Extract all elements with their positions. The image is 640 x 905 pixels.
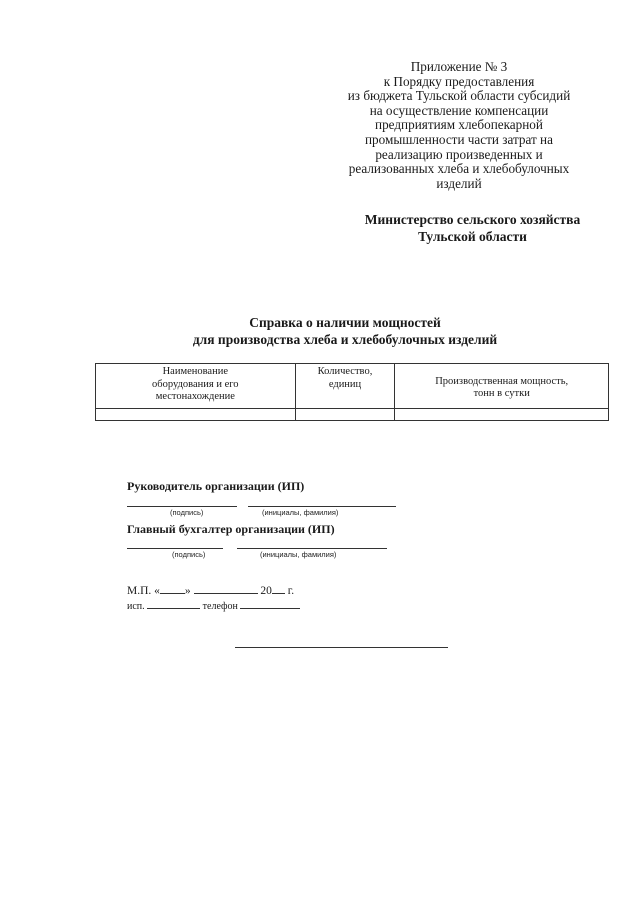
appendix-line: изделий [436, 175, 482, 191]
head-name-line[interactable] [248, 506, 396, 507]
table-header-row [96, 364, 609, 409]
table-row [96, 409, 609, 421]
table-cell[interactable] [395, 409, 609, 421]
year-field[interactable] [272, 583, 285, 594]
stamp-label: М.П. [127, 585, 152, 597]
appendix-line: предприятиям хлебопекарной [375, 117, 543, 133]
appendix-line: из бюджета Тульской области субсидий [347, 88, 571, 104]
stamp-date-row: М.П. « » 20 г. [127, 585, 295, 597]
appendix-line: на осуществление компенсации [369, 102, 549, 118]
separator-line [235, 647, 448, 648]
table-cell[interactable] [295, 409, 395, 421]
month-field[interactable] [194, 583, 258, 594]
accountant-name-line[interactable] [237, 548, 387, 549]
document-title [120, 314, 570, 348]
head-name-caption: (инициалы, фамилия) [262, 508, 339, 517]
head-signature-line[interactable] [127, 506, 237, 507]
recipient-block [330, 212, 615, 245]
head-sign-caption: (подпись) [170, 508, 204, 517]
appendix-number: Приложение № 3 [410, 59, 508, 74]
recipient-line: Тульской области [418, 228, 527, 244]
executor-label: исп. [127, 601, 145, 612]
header-equipment: Наименование оборудования и его местонахождение [96, 364, 296, 409]
header-capacity: Производственная мощность, тонн в сутки [395, 364, 609, 409]
capacity-table [95, 363, 609, 421]
appendix-line: промышленности части затрат на [365, 131, 553, 147]
recipient-line: Министерство сельского хозяйства [364, 212, 581, 227]
title-line: для производства хлеба и хлебобулочных изделий [192, 332, 498, 347]
head-signature-label: Руководитель организации (ИП) [127, 479, 305, 493]
title-line: Справка о наличии мощностей [249, 315, 441, 330]
table-cell[interactable] [96, 409, 296, 421]
appendix-line: к Порядку предоставления [383, 73, 535, 89]
accountant-name-caption: (инициалы, фамилия) [260, 550, 337, 559]
executor-row [127, 598, 300, 612]
appendix-line: реализацию произведенных и [375, 146, 543, 162]
phone-field[interactable] [240, 598, 300, 609]
accountant-sign-caption: (подпись) [172, 550, 206, 559]
appendix-header [318, 60, 600, 191]
appendix-line: реализованных хлеба и хлебобулочных [348, 161, 570, 177]
day-field[interactable] [160, 583, 185, 594]
phone-label: телефон [202, 601, 238, 612]
executor-field[interactable] [147, 598, 200, 609]
header-quantity: Количество, единиц [295, 364, 395, 409]
accountant-signature-label: Главный бухгалтер организации (ИП) [127, 522, 335, 536]
accountant-signature-line[interactable] [127, 548, 223, 549]
